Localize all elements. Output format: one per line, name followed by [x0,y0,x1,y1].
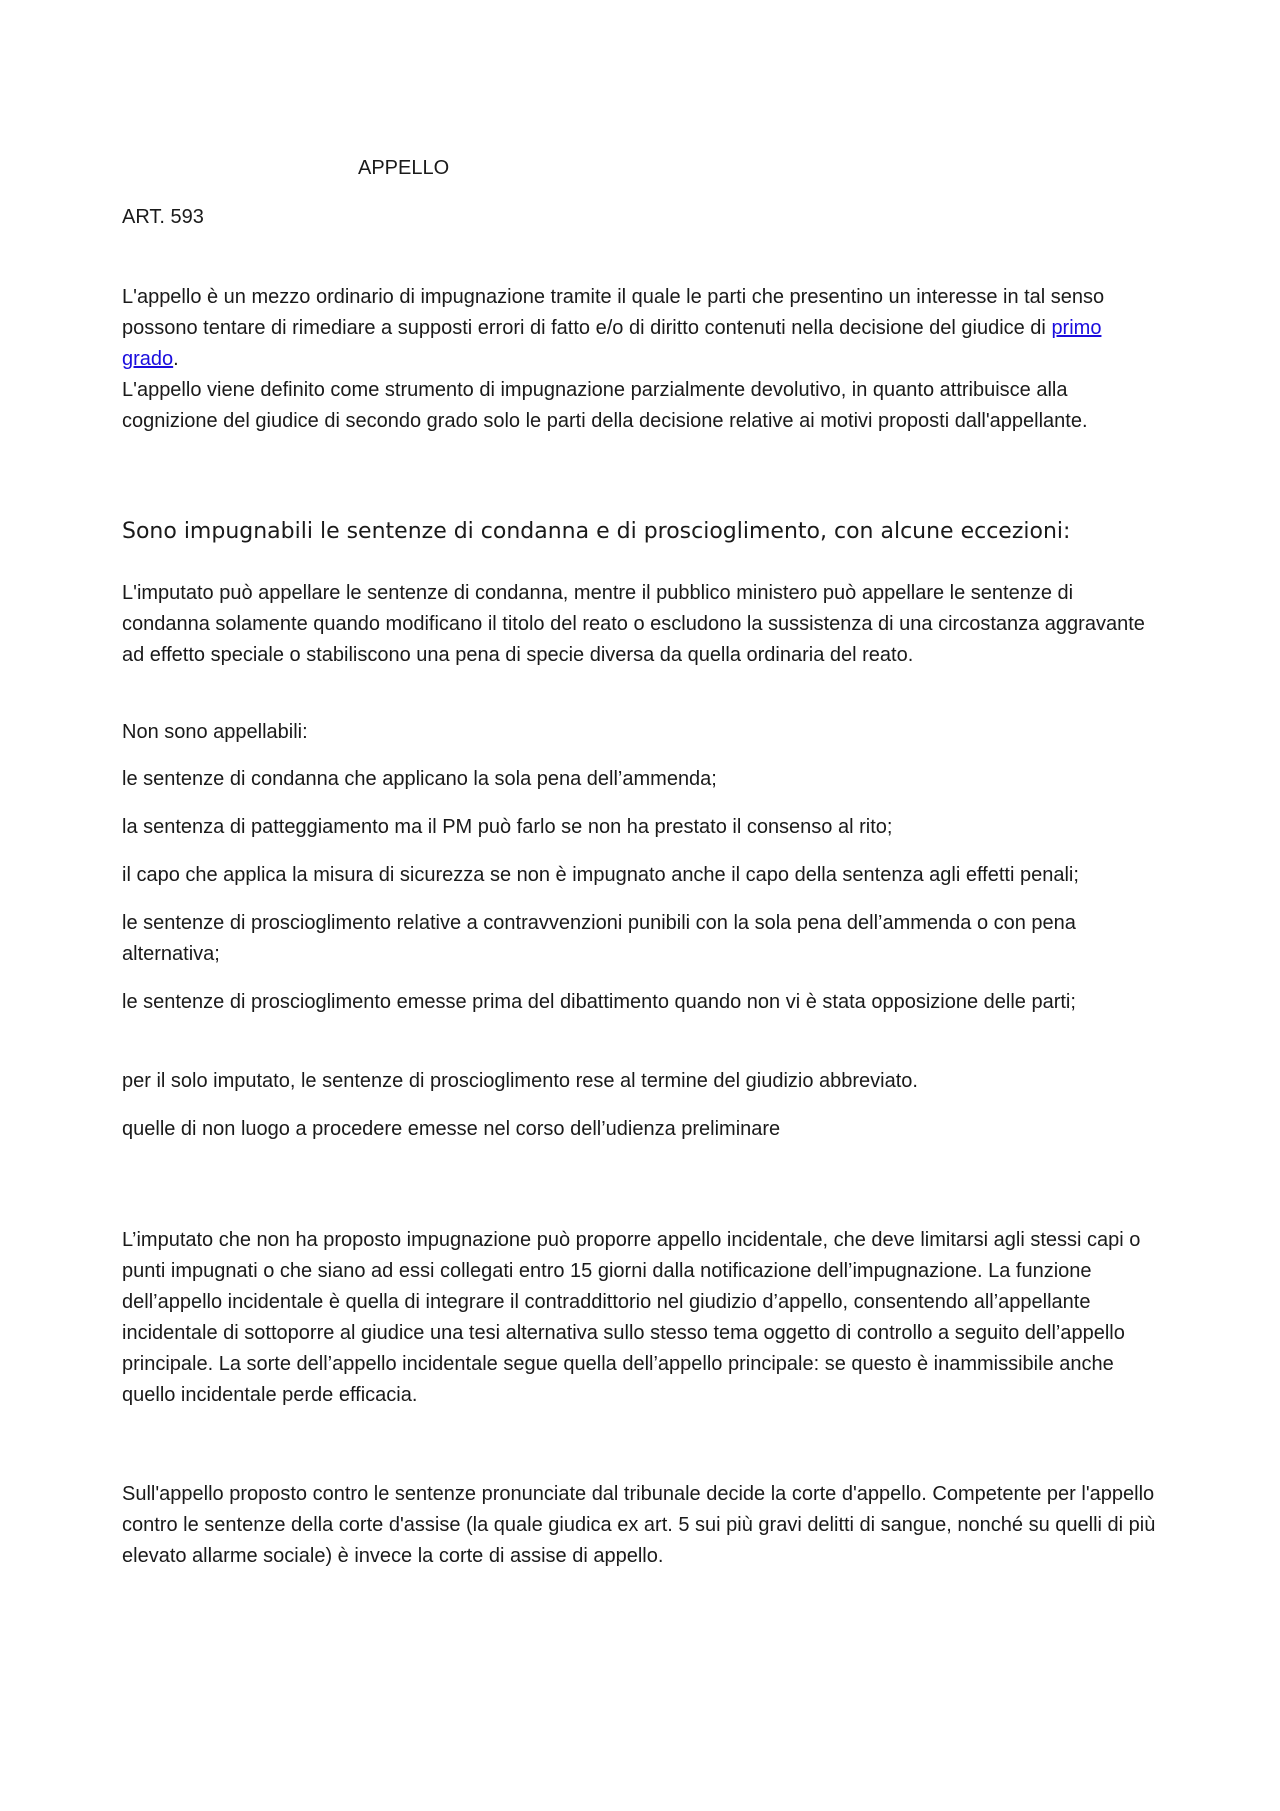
list-item: la sentenza di patteggiamento ma il PM può farlo se non ha prestato il consenso al rito; [122,816,893,838]
list-item: quelle di non luogo a procedere emesse nel corso dell’udienza preliminare [122,1118,781,1140]
document-title: APPELLO [358,157,450,179]
competenza-paragraph: Sull'appello proposto contro le sentenze pronunciate dal tribunale decide la corte d'appello. Competente per l'appello contro le sentenze della corte d'assise (la quale giudica ex art. 5 sui più gravi delitti di sangue, nonché su quelli di più elevato allarme sociale) è invece la corte di assise di appello. [122,1483,1156,1567]
list-item: le sentenze di proscioglimento emesse prima del dibattimento quando non vi è stata opposizione delle parti; [122,991,1076,1013]
non-appellabili-label: Non sono appellabili: [122,721,308,743]
intro-text: L'appello è un mezzo ordinario di impugnazione tramite il quale le parti che presentino un interesse in tal senso possono tentare di rimediare a supposti errori di fatto e/o di diritto contenuti nella decisione del giudice di [122,286,1105,339]
section-heading: Sono impugnabili le sentenze di condanna e di proscioglimento, con alcune eccezioni: [122,519,1071,544]
intro-text-end: . [173,348,179,370]
list-item: le sentenze di proscioglimento relative a contravvenzioni punibili con la sola pena dell’ammenda o con pena alternativa; [122,912,1076,965]
intro-definition: L'appello viene definito come strumento di impugnazione parzialmente devolutivo, in quanto attribuisce alla cognizione del giudice di secondo grado solo le parti della decisione relative ai motivi proposti dall'appellante. [122,379,1088,432]
impugnabili-paragraph: L'imputato può appellare le sentenze di condanna, mentre il pubblico ministero può appellare le sentenze di condanna solamente quando modificano il titolo del reato o escludono la sussistenza di una circostanza aggravante ad effetto speciale o stabiliscono una pena di specie diversa da quella ordinaria del reato. [122,582,1145,666]
list-item: per il solo imputato, le sentenze di proscioglimento rese al termine del giudizio abbreviato. [122,1070,918,1092]
primo-grado-link[interactable]: primo grado [122,317,1102,370]
appello-incidentale-paragraph: L’imputato che non ha proposto impugnazione può proporre appello incidentale, che deve limitarsi agli stessi capi o punti impugnati o che siano ad essi collegati entro 15 giorni dalla notificazione dell’impugnazione. La funzione dell’appello incidentale è quella di integrare il contraddittorio nel giudizio d’appello, consentendo all’appellante incidentale di sottoporre al giudice una tesi alternativa sullo stesso tema oggetto di controllo a seguito dell’appello principale. La sorte dell’appello incidentale segue quella dell’appello principale: se questo è inammissibile anche quello incidentale perde efficacia. [122,1229,1141,1406]
article-number: ART. 593 [122,206,204,228]
list-item: le sentenze di condanna che applicano la sola pena dell’ammenda; [122,768,717,790]
intro-paragraph [122,282,1162,437]
list-item: il capo che applica la misura di sicurezza se non è impugnato anche il capo della sentenza agli effetti penali; [122,864,1079,886]
